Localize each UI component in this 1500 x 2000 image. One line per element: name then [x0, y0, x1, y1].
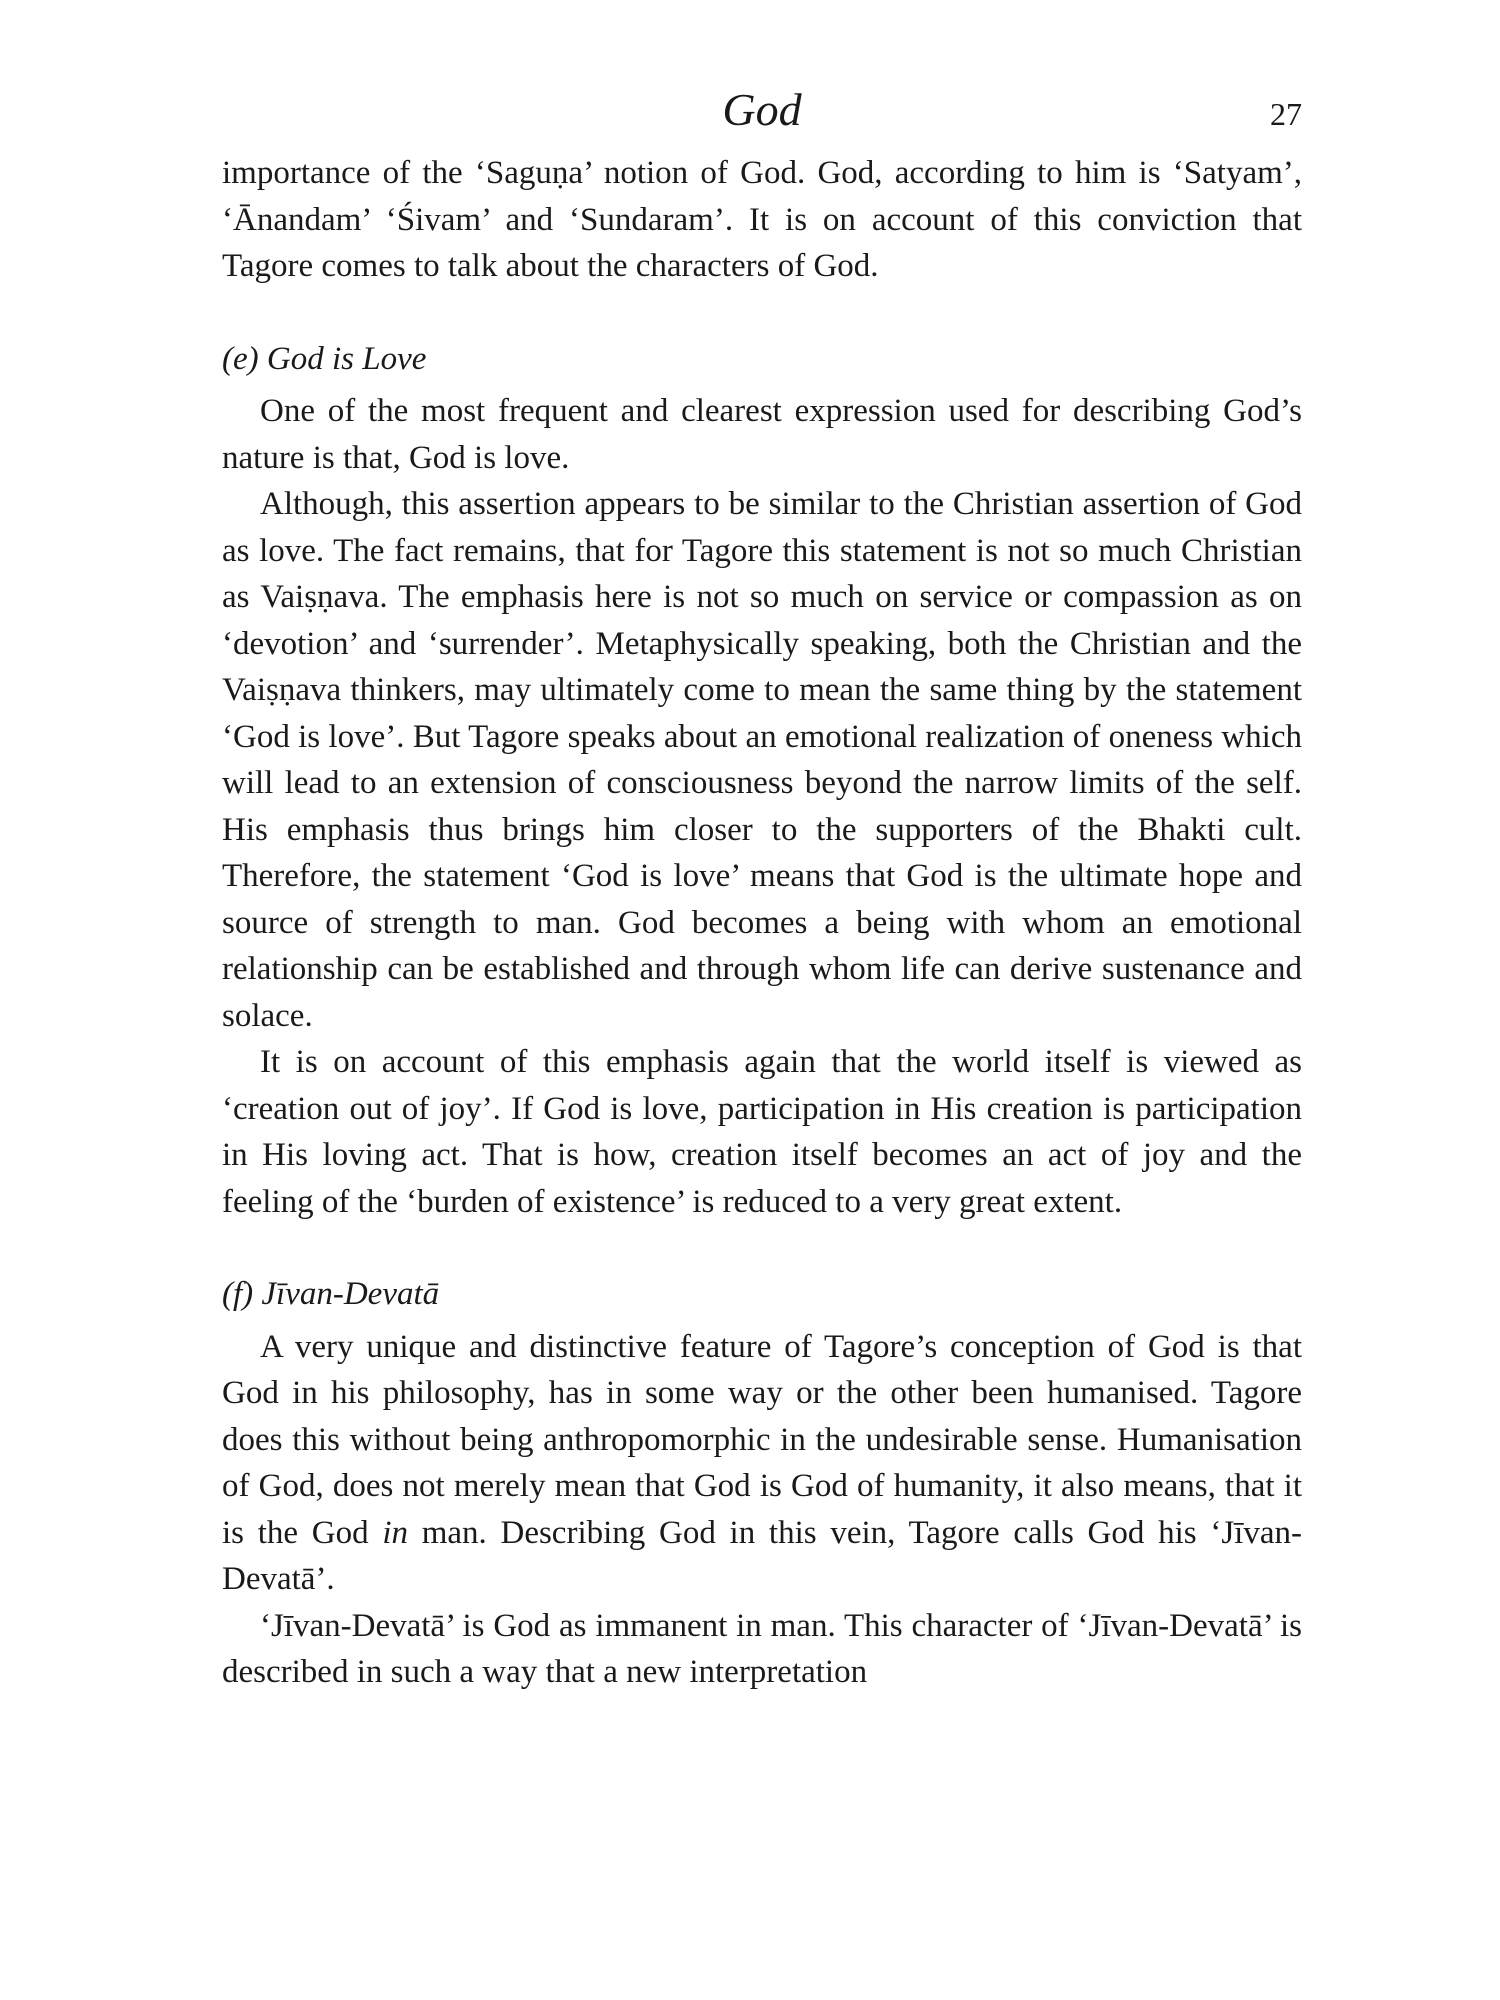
running-head [222, 80, 1302, 150]
section-heading-e: (e) God is Love [222, 340, 427, 377]
paragraph-e1: One of the most frequent and clearest expression used for describing God’s nature is that, God is love. [222, 393, 1302, 476]
paragraph-e3: It is on account of this emphasis again that the world itself is viewed as ‘creation out of joy’. If God is love, participation in His creation is participation in His loving act. That is how, creation itself becomes an act of joy and the feeling of the ‘burden of existence’ is reduced to a very great extent. [222, 1044, 1302, 1220]
emphasis-in: in [382, 1514, 408, 1551]
page-number: 27 [1270, 96, 1302, 132]
paragraph-f1-part-a: A very unique and distinctive feature of Tagore’s conception of God is that God in his philosophy, has in some way or the other been humanised. Tagore does this without being anthropomorphic in the undesirable sense. Humanisation of God, does not merely mean that God is God of humanity, it also means, that it is the God [222, 1328, 1302, 1551]
book-page [222, 80, 1302, 1696]
section-gap [222, 1225, 1302, 1271]
paragraph-f2: ‘Jīvan-Devatā’ is God as immanent in man. This character of ‘Jīvan-Devatā’ is described in such a way that a new interpretation [222, 1607, 1302, 1690]
section-heading-f: (f) Jīvan-Devatā [222, 1276, 440, 1312]
paragraph-f1-part-b: man. Describing God in this vein, Tagore calls God his ‘Jīvan-Devatā’. [222, 1514, 1302, 1597]
section-gap [222, 290, 1302, 336]
paragraph-f1 [222, 1324, 1302, 1603]
paragraph-e2: Although, this assertion appears to be similar to the Christian assertion of God as love. The fact remains, that for Tagore this statement is not so much Christian as Vaiṣṇava. The emphasis here is not so much on service or compassion as on ‘devotion’ and ‘surrender’. Metaphysically speaking, both the Christian and the Vaiṣṇava thinkers, may ultimately come to mean the same thing by the statement ‘God is love’. But Tagore speaks about an emotional realization of oneness which will lead to an extension of consciousness beyond the narrow limits of the self. His emphasis thus brings him closer to the supporters of the Bhakti cult. Therefore, the statement ‘God is love’ means that God is the ultimate hope and source of strength to man. God becomes a being with whom an emotional relationship can be established and through whom life can derive sustenance and solace. [222, 486, 1302, 1034]
paragraph-continuation: importance of the ‘Saguṇa’ notion of God. God, according to him is ‘Satyam’, ‘Ānandam’ ‘Śivam’ and ‘Sundaram’. It is on account of this conviction that Tagore comes to talk about the characters of God. [222, 155, 1302, 284]
running-title: God [722, 84, 802, 135]
